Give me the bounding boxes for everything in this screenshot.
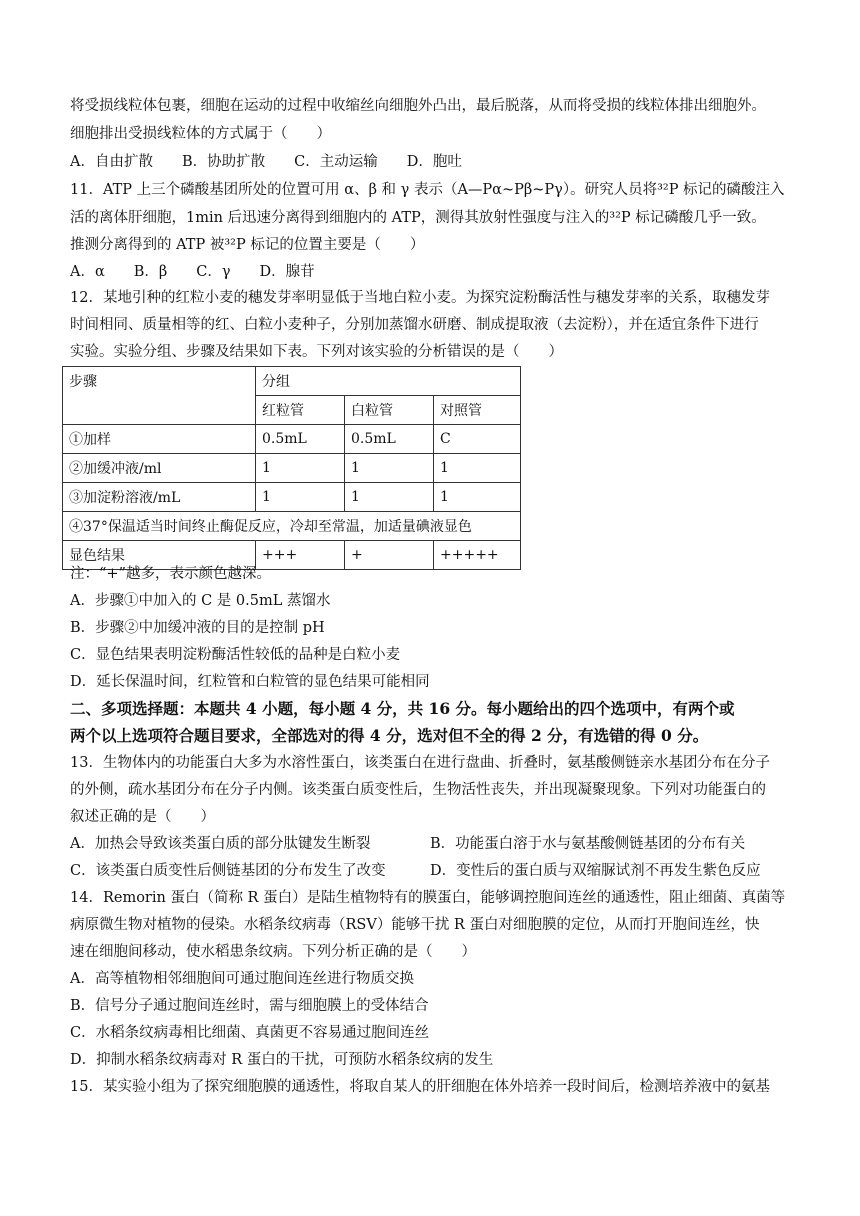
q13-option-b: B．功能蛋白溶于水与氨基酸侧链基团的分布有关 [430,836,746,852]
q14-stem-line1: 14．Remorin 蛋白（简称 R 蛋白）是陆生植物特有的膜蛋白，能够调控胞间连丝的通透性，阻止细菌、真菌等 [70,890,786,906]
q11-stem-line2: 活的离体肝细胞，1min 后迅速分离得到细胞内的 ATP，测得其放射性强度与注入的³²P 标记磷酸几乎一致。 [70,210,766,226]
q15-stem-line1: 15．某实验小组为了探究细胞膜的通透性，将取自某人的肝细胞在体外培养一段时间后，检测培养液中的氨基 [70,1079,770,1095]
q12-note: 注：“+”越多，表示颜色越深。 [70,566,271,582]
q12-option-a: A．步骤①中加入的 C 是 0.5mL 蒸馏水 [70,593,331,609]
table-cell: 1 [256,454,345,483]
table-header-step: 步骤 [63,367,256,425]
table-result-red: +++ [256,541,345,570]
q11-stem-line1: 11．ATP 上三个磷酸基团所处的位置可用 α、β 和 γ 表示（A—Pα~Pβ~Pγ）。研究人员将³²P 标记的磷酸注入 [70,182,785,198]
table-row [63,425,521,454]
table-group-control: 对照管 [434,396,521,425]
q10-options: A．自由扩散 B．协助扩散 C．主动运输 D．胞吐 [70,154,462,170]
q10-stem-line1: 将受损线粒体包裹，细胞在运动的过程中收缩丝向细胞外凸出，最后脱落，从而将受损的线粒体排出细胞外。 [70,98,766,114]
q10-stem-line2: 细胞排出受损线粒体的方式属于（ ） [70,126,331,142]
table-group-white: 白粒管 [345,396,434,425]
table-cell: 1 [434,483,521,512]
q11-stem-line3: 推测分离得到的 ATP 被³²P 标记的位置主要是（ ） [70,237,425,253]
table-row [63,512,521,541]
q12-option-b: B．步骤②中加缓冲液的目的是控制 pH [70,620,325,636]
table-step-cell: ②加缓冲液/ml [63,454,256,483]
table-step-cell: ③加淀粉溶液/mL [63,483,256,512]
table-cell: 1 [345,483,434,512]
q11-options: A．α B．β C．γ D．腺苷 [70,264,315,280]
table-result-white: + [345,541,434,570]
q13-stem-line2: 的外侧，疏水基团分布在分子内侧。该类蛋白质变性后，生物活性丧失，并出现凝聚现象。下列对功能蛋白的 [70,782,766,798]
section2-heading-line1: 二、多项选择题：本题共 4 小题，每小题 4 分，共 16 分。每小题给出的四个选项中，有两个或 [70,699,735,718]
q13-stem-line1: 13．生物体内的功能蛋白大多为水溶性蛋白，该类蛋白在进行盘曲、折叠时，氨基酸侧链亲水基团分布在分子 [70,755,770,771]
q14-option-a: A．高等植物相邻细胞间可通过胞间连丝进行物质交换 [70,971,414,987]
q14-stem-line3: 速在细胞间移动，使水稻患条纹病。下列分析正确的是（ ） [70,944,476,960]
q13-options-row1 [70,834,800,854]
q14-option-c: C．水稻条纹病毒相比细菌、真菌更不容易通过胞间连丝 [70,1025,430,1041]
q14-option-d: D．抑制水稻条纹病毒对 R 蛋白的干扰，可预防水稻条纹病的发生 [70,1052,494,1068]
q13-option-a: A．加热会导致该类蛋白质的部分肽键发生断裂 [70,836,371,852]
table-result-control: +++++ [434,541,521,570]
q14-option-b: B．信号分子通过胞间连丝时，需与细胞膜上的受体结合 [70,998,429,1014]
table-cell: C [434,425,521,454]
q12-option-c: C．显色结果表明淀粉酶活性较低的品种是白粒小麦 [70,647,401,663]
table-cell: 1 [345,454,434,483]
q14-stem-line2: 病原微生物对植物的侵染。水稻条纹病毒（RSV）能够干扰 R 蛋白对细胞膜的定位，从而打开胞间连丝，快 [70,917,760,933]
table-step4-cell: ④37°保温适当时间终止酶促反应，冷却至常温，加适量碘液显色 [63,512,521,541]
table-row [63,454,521,483]
table-cell: 1 [434,454,521,483]
q12-option-d: D．延长保温时间，红粒管和白粒管的显色结果可能相同 [70,674,430,690]
q13-options-row2 [70,861,800,881]
table-header-group: 分组 [256,367,521,396]
table-cell: 1 [256,483,345,512]
q12-stem-line3: 实验。实验分组、步骤及结果如下表。下列对该实验的分析错误的是（ ） [70,344,563,360]
q13-option-d: D．变性后的蛋白质与双缩脲试剂不再发生紫色反应 [430,863,761,879]
table-step-cell: ①加样 [63,425,256,454]
experiment-table [62,366,521,570]
table-group-red: 红粒管 [256,396,345,425]
q13-stem-line3: 叙述正确的是（ ） [70,809,215,825]
q12-stem-line1: 12．某地引种的红粒小麦的穗发芽率明显低于当地白粒小麦。为探究淀粉酶活性与穗发芽率的关系，取穗发芽 [70,290,770,306]
table-cell: 0.5mL [345,425,434,454]
table-result-label: 显色结果 [63,541,256,570]
table-cell: 0.5mL [256,425,345,454]
q12-stem-line2: 时间相同、质量相等的红、白粒小麦种子，分别加蒸馏水研磨、制成提取液（去淀粉），并在适宜条件下进行 [70,317,759,333]
table-row [63,483,521,512]
q13-option-c: C．该类蛋白质变性后侧链基团的分布发生了改变 [70,863,386,879]
section2-heading-line2: 两个以上选项符合题目要求，全部选对的得 4 分，选对但不全的得 2 分，有选错的得 0 分。 [70,726,709,745]
